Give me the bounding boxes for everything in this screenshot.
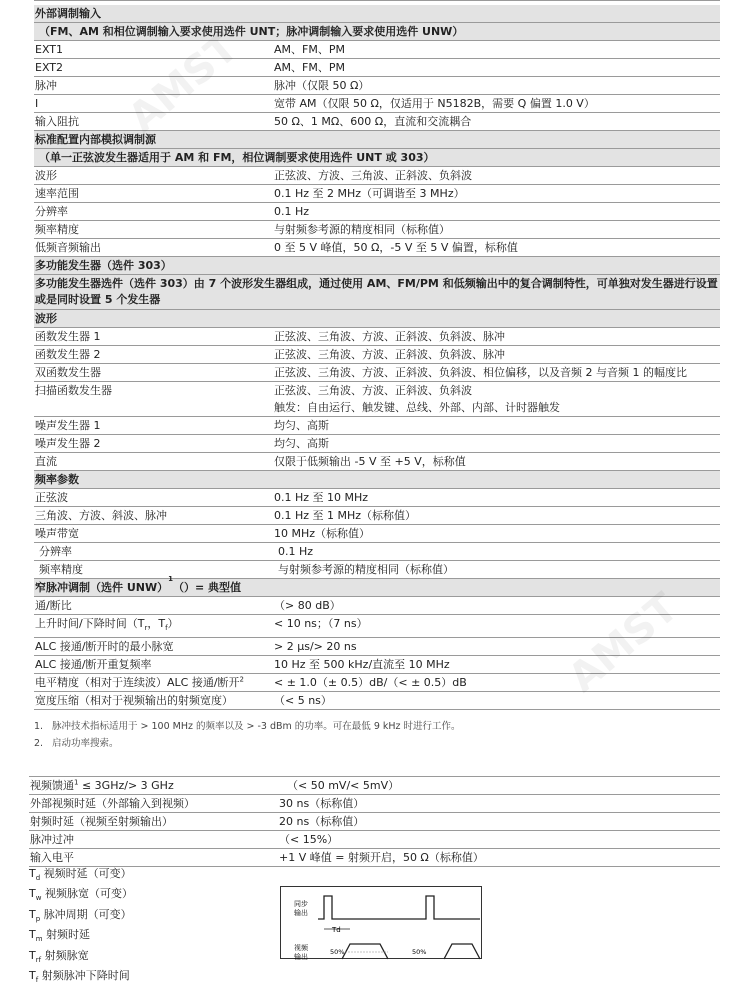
footnote-text: 启动功率搜索。 [52, 738, 119, 749]
footnote-number: 2. [34, 738, 44, 749]
row-value-line: 触发：自由运行、触发键、总线、外部、内部、计时器触发 [274, 401, 560, 414]
row-value: 50 Ω、1 MΩ、600 Ω，直流和交流耦合 [274, 115, 472, 128]
row-value: 0.1 Hz 至 10 MHz [274, 491, 369, 504]
row-value: < 10 ns；（7 ns） [274, 617, 368, 630]
row-value: 正弦波、方波、三角波、正斜波、负斜波 [274, 169, 472, 182]
table-row [34, 417, 720, 435]
percent-label-2: 50% [412, 948, 427, 956]
row-label: 噪声带宽 [35, 527, 79, 540]
row-value: 仅限于低频输出 -5 V 至 +5 V，标称值 [274, 455, 466, 468]
table-row [34, 435, 720, 453]
row-value: 30 ns（标称值） [279, 797, 365, 810]
row-label [34, 674, 274, 691]
legend-text: 射频脉宽 [44, 948, 89, 962]
table-row [34, 638, 720, 656]
table-row [34, 328, 720, 346]
row-value [274, 382, 720, 416]
table-row [34, 382, 720, 417]
row-label: 直流 [35, 455, 57, 468]
legend-text: 视频时延（可变） [43, 867, 132, 880]
table-row [34, 543, 720, 561]
percent-label-1: 50% [330, 948, 345, 956]
table-row [29, 776, 720, 795]
subscript: f [165, 624, 168, 633]
table-row [29, 813, 720, 831]
row-label: 低频音频输出 [35, 241, 101, 254]
table-row [34, 692, 720, 710]
row-value: 0.1 Hz [278, 545, 314, 558]
row-value: 10 MHz（标称值） [274, 527, 371, 540]
row-value: < ± 1.0（± 0.5）dB/（< ± 0.5）dB [274, 676, 467, 690]
footnote-marker: 2 [239, 675, 245, 684]
row-value: 0 至 5 V 峰值，50 Ω，-5 V 至 5 V 偏置，标称值 [274, 241, 518, 254]
row-value: 正弦波、三角波、方波、正斜波、负斜波、相位偏移，以及音频 2 与音频 1 的幅度比 [274, 366, 687, 379]
footnote-marker: 1 [168, 575, 173, 583]
table-row [34, 656, 720, 674]
row-label: 波形 [35, 169, 57, 182]
table-row [34, 507, 720, 525]
row-value: 0.1 Hz [274, 205, 310, 218]
label-part: ） [167, 617, 179, 630]
row-value: AM、FM、PM [274, 61, 345, 74]
row-label: 正弦波 [35, 491, 68, 504]
legend-text: 视频脉宽（可变） [44, 887, 133, 901]
sync-label-2: 输出 [294, 909, 308, 917]
section-header [34, 131, 720, 149]
row-value: +1 V 峰值 = 射频开启，50 Ω（标称值） [279, 851, 484, 864]
section-header [34, 575, 720, 597]
video-label-2: 输出 [294, 953, 308, 961]
subscript: r [144, 624, 148, 633]
table-row [34, 615, 720, 638]
section-subheader [34, 149, 720, 167]
sync-label-1: 同步 [294, 900, 308, 908]
legend-text: 脉冲周期（可变） [43, 907, 132, 921]
row-label: 噪声发生器 2 [35, 437, 101, 450]
row-label: 外部视频时延（外部输入到视频） [30, 797, 195, 810]
section-header [34, 257, 720, 275]
row-value: 正弦波、三角波、方波、正斜波、负斜波、脉冲 [274, 348, 505, 361]
table-row [34, 239, 720, 257]
timing-diagram [280, 886, 482, 959]
row-label: 扫描函数发生器 [35, 384, 112, 397]
row-label: 脉冲过冲 [30, 833, 74, 846]
section-title: 频率参数 [35, 473, 79, 486]
row-label: 输入电平 [30, 851, 74, 864]
row-label: 速率范围 [35, 187, 79, 200]
row-value: （< 50 mV/< 5mV） [287, 779, 400, 792]
row-label: 输入阻抗 [35, 115, 79, 128]
section-title: 标准配置内部模拟调制源 [35, 133, 156, 146]
row-value: > 2 μs/> 20 ns [274, 640, 357, 654]
row-label: ALC 接通/断开重复频率 [35, 658, 152, 672]
label-part: 上升时间/下降时间（T [35, 617, 145, 630]
label-part: 视频馈通 [30, 779, 74, 792]
table-row [29, 849, 720, 867]
table-row [34, 113, 720, 131]
subscript: d [35, 874, 41, 883]
footnote-marker: 1 [74, 778, 79, 787]
legend-item: $T_w$ 视频脉宽（可变） [29, 887, 133, 903]
legend-item: $T_p$ 脉冲周期（可变） [29, 907, 132, 924]
table-row [34, 221, 720, 239]
section-subheader [34, 23, 720, 41]
table-row [34, 203, 720, 221]
row-label: 三角波、方波、斜波、脉冲 [35, 509, 167, 522]
table-row [34, 167, 720, 185]
row-label [34, 615, 274, 637]
watermark: AMST [560, 584, 687, 702]
row-value: （> 80 dB） [274, 599, 341, 612]
row-label: 函数发生器 1 [35, 330, 101, 343]
table-row [29, 831, 720, 849]
table-top-border [34, 0, 720, 1]
subscript: f [35, 976, 39, 985]
row-value: 正弦波、三角波、方波、正斜波、负斜波、脉冲 [274, 330, 505, 343]
subscript: p [35, 915, 41, 924]
subsection-title: 波形 [35, 312, 57, 325]
row-value: 均匀、高斯 [274, 437, 329, 450]
footnote-text: 脉冲技术指标适用于 > 100 MHz 的频率以及 > -3 dBm 的功率。可在最低 9 kHz 时进行工作。 [52, 721, 461, 732]
row-value: 0.1 Hz 至 1 MHz（标称值） [274, 509, 417, 522]
label-part: 电平精度（相对于连续波）ALC 接通/断开 [35, 676, 240, 690]
spec-table [34, 5, 720, 710]
subscript: rf [35, 956, 42, 965]
row-value: 与射频参考源的精度相同（标称值） [278, 563, 454, 576]
legend-item: $T_d$ 视频时延（可变） [29, 867, 132, 883]
footnotes [34, 718, 461, 752]
row-label: 分辨率 [39, 545, 72, 558]
row-label: 双函数发生器 [35, 366, 101, 379]
footnote-number: 1. [34, 721, 44, 732]
table-row [34, 346, 720, 364]
row-label: 脉冲 [35, 79, 57, 92]
row-label: ALC 接通/断开时的最小脉宽 [35, 640, 174, 654]
row-label: I [35, 97, 39, 110]
row-value: AM、FM、PM [274, 43, 345, 56]
row-label: 频率精度 [35, 223, 79, 236]
row-value-line: 正弦波、三角波、方波、正斜波、负斜波 [274, 384, 472, 397]
table-row [34, 674, 720, 692]
video-spec-table [29, 776, 720, 867]
table-row [34, 453, 720, 471]
table-row [34, 489, 720, 507]
row-label: 射频时延（视频至射频输出） [30, 815, 173, 828]
legend-item: $T_m$ 射频时延 [29, 928, 91, 944]
table-row [34, 77, 720, 95]
row-label [29, 777, 279, 794]
row-label: EXT1 [35, 43, 64, 56]
row-value: 0.1 Hz 至 2 MHz（可调谐至 3 MHz） [274, 187, 465, 200]
section-header [34, 310, 720, 328]
row-value: 宽带 AM（仅限 50 Ω，仅适用于 N5182B，需要 Q 偏置 1.0 V） [274, 97, 595, 110]
td-label: Td [332, 926, 341, 934]
label-part: ≤ 3GHz/> 3 GHz [78, 779, 174, 792]
table-row [34, 185, 720, 203]
section-description-text: 多功能发生器选件（选件 303）由 7 个波形发生器组成，通过使用 AM、FM/PM 和低频输出中的复合调制特性，可单独对发生器进行设置或是同时设置 5 个发生器 [35, 277, 718, 306]
row-value: 均匀、高斯 [274, 419, 329, 432]
table-row [34, 364, 720, 382]
row-value: 20 ns（标称值） [279, 815, 365, 828]
footnote [34, 718, 461, 735]
row-label: 函数发生器 2 [35, 348, 101, 361]
table-row [29, 795, 720, 813]
row-label: 分辨率 [35, 205, 68, 218]
row-value: 与射频参考源的精度相同（标称值） [274, 223, 450, 236]
footnote [34, 735, 461, 752]
section-title-suffix: （）= 典型值 [172, 581, 242, 594]
subscript: w [35, 894, 42, 903]
row-value: 脉冲（仅限 50 Ω） [274, 79, 370, 92]
video-label-1: 视频 [294, 944, 308, 952]
legend-text: 射频脉冲下降时间 [41, 969, 130, 983]
subscript: m [35, 935, 43, 944]
legend-text: 射频时延 [46, 928, 91, 942]
row-value: 10 Hz 至 500 kHz/直流至 10 MHz [274, 658, 450, 672]
section-title: 外部调制输入 [35, 7, 101, 20]
row-label: 噪声发生器 1 [35, 419, 101, 432]
label-part: ，T [147, 617, 166, 630]
section-header [34, 471, 720, 489]
section-note: （FM、AM 和相位调制输入要求使用选件 UNT；脉冲调制输入要求使用选件 UNW） [39, 25, 464, 38]
table-row [34, 525, 720, 543]
timing-legend [29, 866, 133, 989]
section-title: 窄脉冲调制（选件 UNW） [35, 581, 169, 594]
table-row [34, 597, 720, 615]
row-label: 通/断比 [35, 599, 72, 612]
section-description [34, 275, 720, 310]
table-row [34, 59, 720, 77]
table-row [34, 95, 720, 113]
legend-item: $T_f$ 射频脉冲下降时间 [29, 969, 130, 985]
section-title: 多功能发生器（选件 303） [35, 259, 172, 272]
section-note: （单一正弦波发生器适用于 AM 和 FM，相位调制要求使用选件 UNT 或 303） [39, 151, 435, 164]
row-value: （< 5 ns） [274, 694, 332, 708]
legend-item: $T_{rf}$ 射频脉宽 [29, 948, 89, 965]
watermark: AMST [120, 24, 247, 142]
table-row [34, 561, 720, 579]
row-label: 频率精度 [39, 563, 83, 576]
section-header [34, 5, 720, 23]
row-value: （< 15%） [279, 833, 339, 846]
table-row [34, 41, 720, 59]
row-label: 宽度压缩（相对于视频输出的射频宽度） [35, 694, 233, 708]
row-label: EXT2 [35, 61, 64, 74]
